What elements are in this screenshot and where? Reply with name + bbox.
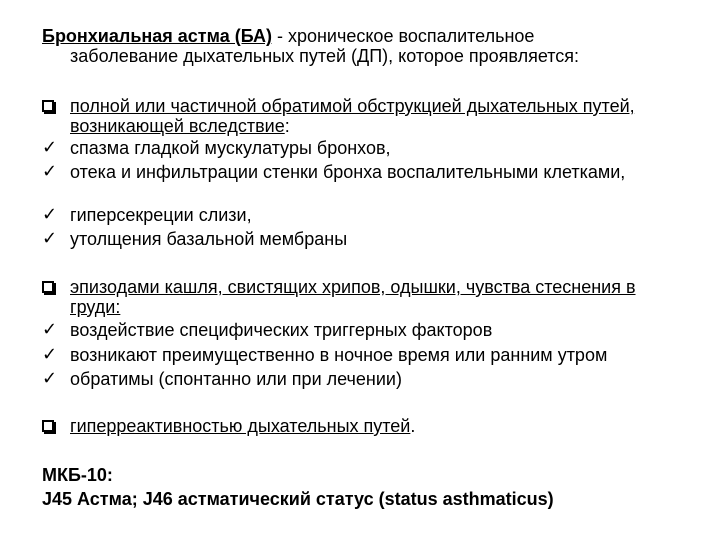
checkbox-square-icon <box>42 96 64 116</box>
list-item-text: отека и инфильтрации стенки бронха воспалительными клетками, <box>70 162 626 182</box>
checkmark-icon: ✓ <box>42 344 58 365</box>
checkmark-icon: ✓ <box>42 137 58 158</box>
icd-10-block <box>42 463 702 511</box>
checkmark-icon: ✓ <box>42 228 58 249</box>
group-heading-3 <box>42 416 682 436</box>
list-item <box>42 162 682 182</box>
checkmark-icon: ✓ <box>42 204 58 225</box>
list-item <box>42 345 682 365</box>
list-item-text: гиперсекреции слизи, <box>70 205 252 225</box>
group-heading-1-text: полной или частичной обратимой обструкцией дыхательных путей, возникающей вследствие <box>70 96 635 136</box>
group-heading-1 <box>42 96 682 136</box>
checkbox-square-icon <box>42 277 64 297</box>
list-item <box>42 229 682 249</box>
disease-term: Бронхиальная астма (БА) <box>42 26 272 46</box>
group-heading-2-text: эпизодами кашля, свистящих хрипов, одышки, чувства стеснения в груди: <box>70 277 636 317</box>
checkmark-icon: ✓ <box>42 161 58 182</box>
list-item <box>42 320 682 340</box>
group-heading-3-text: гиперреактивностью дыхательных путей <box>70 416 411 436</box>
icd-10-label: МКБ-10: <box>42 465 113 485</box>
list-item <box>42 205 682 225</box>
list-item-text: обратимы (спонтанно или при лечении) <box>70 369 402 389</box>
list-item-text: утолщения базальной мембраны <box>70 229 348 249</box>
list-item-text: возникают преимущественно в ночное время или ранним утром <box>70 345 608 365</box>
list-item <box>42 369 682 389</box>
definition-paragraph <box>42 26 682 66</box>
definition-continuation: заболевание дыхательных путей (ДП), которое проявляется: <box>70 46 580 66</box>
definition-start: - хроническое воспалительное <box>271 26 535 46</box>
list-item-text: спазма гладкой мускулатуры бронхов, <box>70 138 391 158</box>
group-heading-1-tail: : <box>284 116 290 136</box>
checkbox-square-icon <box>42 416 64 436</box>
group-heading-3-tail: . <box>410 416 416 436</box>
group-heading-2 <box>42 277 682 317</box>
checkmark-icon: ✓ <box>42 319 58 340</box>
list-item-text: воздействие специфических триггерных факторов <box>70 320 493 340</box>
checkmark-icon: ✓ <box>42 368 58 389</box>
list-item <box>42 138 682 158</box>
icd-10-codes: J45 Астма; J46 астматический статус (status asthmaticus) <box>42 489 554 509</box>
